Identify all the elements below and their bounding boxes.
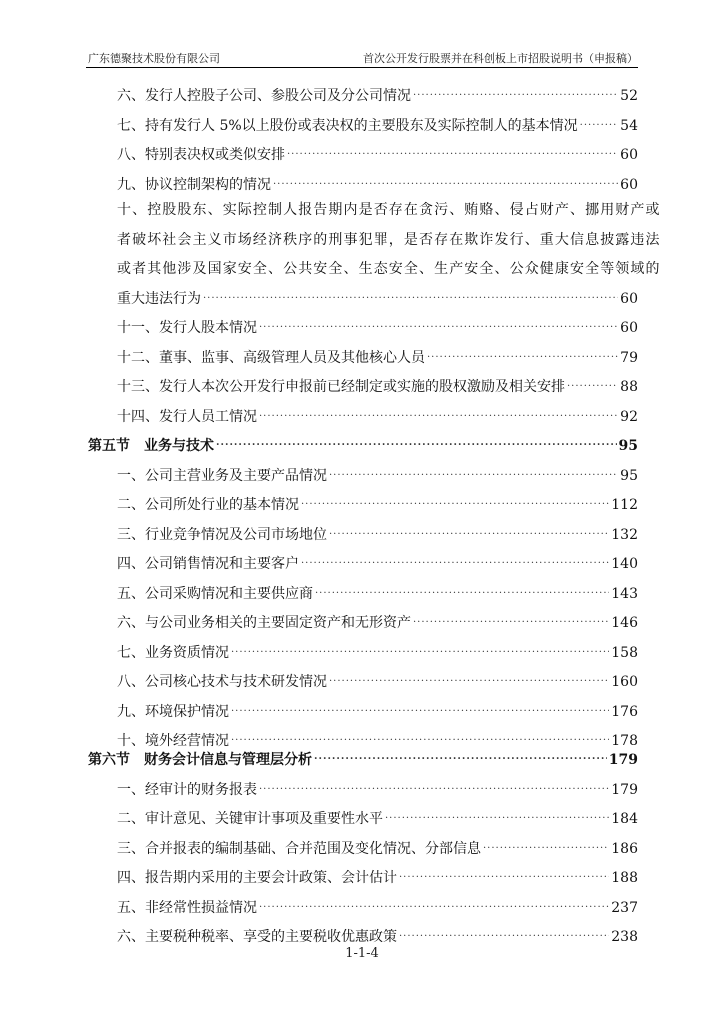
page-number: 1-1-4 [345,946,379,961]
toc-entry[interactable]: 重大违法行为 ..... 60 [117,286,638,308]
toc-entry[interactable]: 十一、发行人股本情况 ..... 60 [117,315,638,337]
toc-entry[interactable]: 一、公司主营业务及主要产品情况 ..... 95 [117,463,638,485]
toc-entry[interactable]: 六、与公司业务相关的主要固定资产和无形资产 ..... 146 [117,610,638,632]
toc-entry[interactable]: 三、合并报表的编制基础、合并范围及变化情况、分部信息 ..... 186 [117,836,638,858]
toc-entry[interactable]: 十三、发行人本次公开发行申报前已经制定或实施的股权激励及相关安排 ..... 88 [117,374,638,396]
toc-entry[interactable]: 六、发行人控股子公司、参股公司及分公司情况 ..... 52 [117,83,638,105]
toc-entry[interactable]: 二、公司所处行业的基本情况 ..... 112 [117,492,638,514]
toc-entry-text[interactable]: 十、控股股东、实际控制人报告期内是否存在贪污、贿赂、侵占财产、挪用财产或 [117,202,661,218]
toc-entry[interactable]: 四、报告期内采用的主要会计政策、会计估计 ..... 188 [117,865,638,887]
toc-entry[interactable]: 五、非经常性损益情况 ..... 237 [117,895,638,917]
toc-section[interactable]: 第六节 财务会计信息与管理层分析 ..... 179 [88,747,638,769]
toc-entry[interactable]: 八、特别表决权或类似安排 ..... 60 [117,142,638,164]
toc-entry[interactable]: 九、协议控制架构的情况 ..... 60 [117,172,638,194]
toc-entry-text[interactable]: 者破坏社会主义市场经济秩序的刑事犯罪，是否存在欺诈发行、重大信息披露违法 [117,232,661,248]
header-company: 广东德聚技术股份有限公司 [88,52,220,65]
page-header [88,50,638,68]
toc-entry[interactable]: 十四、发行人员工情况 ..... 92 [117,404,638,426]
toc-entry[interactable]: 八、公司核心技术与技术研发情况 ..... 160 [117,669,638,691]
toc-section[interactable]: 第五节 业务与技术 ..... 95 [88,433,638,455]
toc-entry[interactable]: 四、公司销售情况和主要客户 ..... 140 [117,551,638,573]
toc-entry[interactable]: 十、境外经营情况 ..... 178 [117,728,638,750]
toc-entry[interactable]: 七、业务资质情况 ..... 158 [117,640,638,662]
toc-entry[interactable]: 二、审计意见、关键审计事项及重要性水平 ..... 184 [117,806,638,828]
toc-entry[interactable]: 六、主要税种税率、享受的主要税收优惠政策 ..... 238 [117,924,638,946]
toc-entry-text[interactable]: 或者其他涉及国家安全、公共安全、生态安全、生产安全、公众健康安全等领域的 [117,261,661,277]
header-rule [86,67,638,68]
toc-entry[interactable]: 七、持有发行人 5%以上股份或表决权的主要股东及实际控制人的基本情况 ..... 54 [117,113,638,135]
toc-entry[interactable]: 十二、董事、监事、高级管理人员及其他核心人员 ..... 79 [117,345,638,367]
toc-entry[interactable]: 九、环境保护情况 ..... 176 [117,699,638,721]
toc-entry[interactable]: 五、公司采购情况和主要供应商 ..... 143 [117,581,638,603]
header-document-title: 首次公开发行股票并在科创板上市招股说明书（申报稿） [363,52,638,65]
toc-entry[interactable]: 一、经审计的财务报表 ..... 179 [117,777,638,799]
toc-entry[interactable]: 三、行业竞争情况及公司市场地位 ..... 132 [117,522,638,544]
